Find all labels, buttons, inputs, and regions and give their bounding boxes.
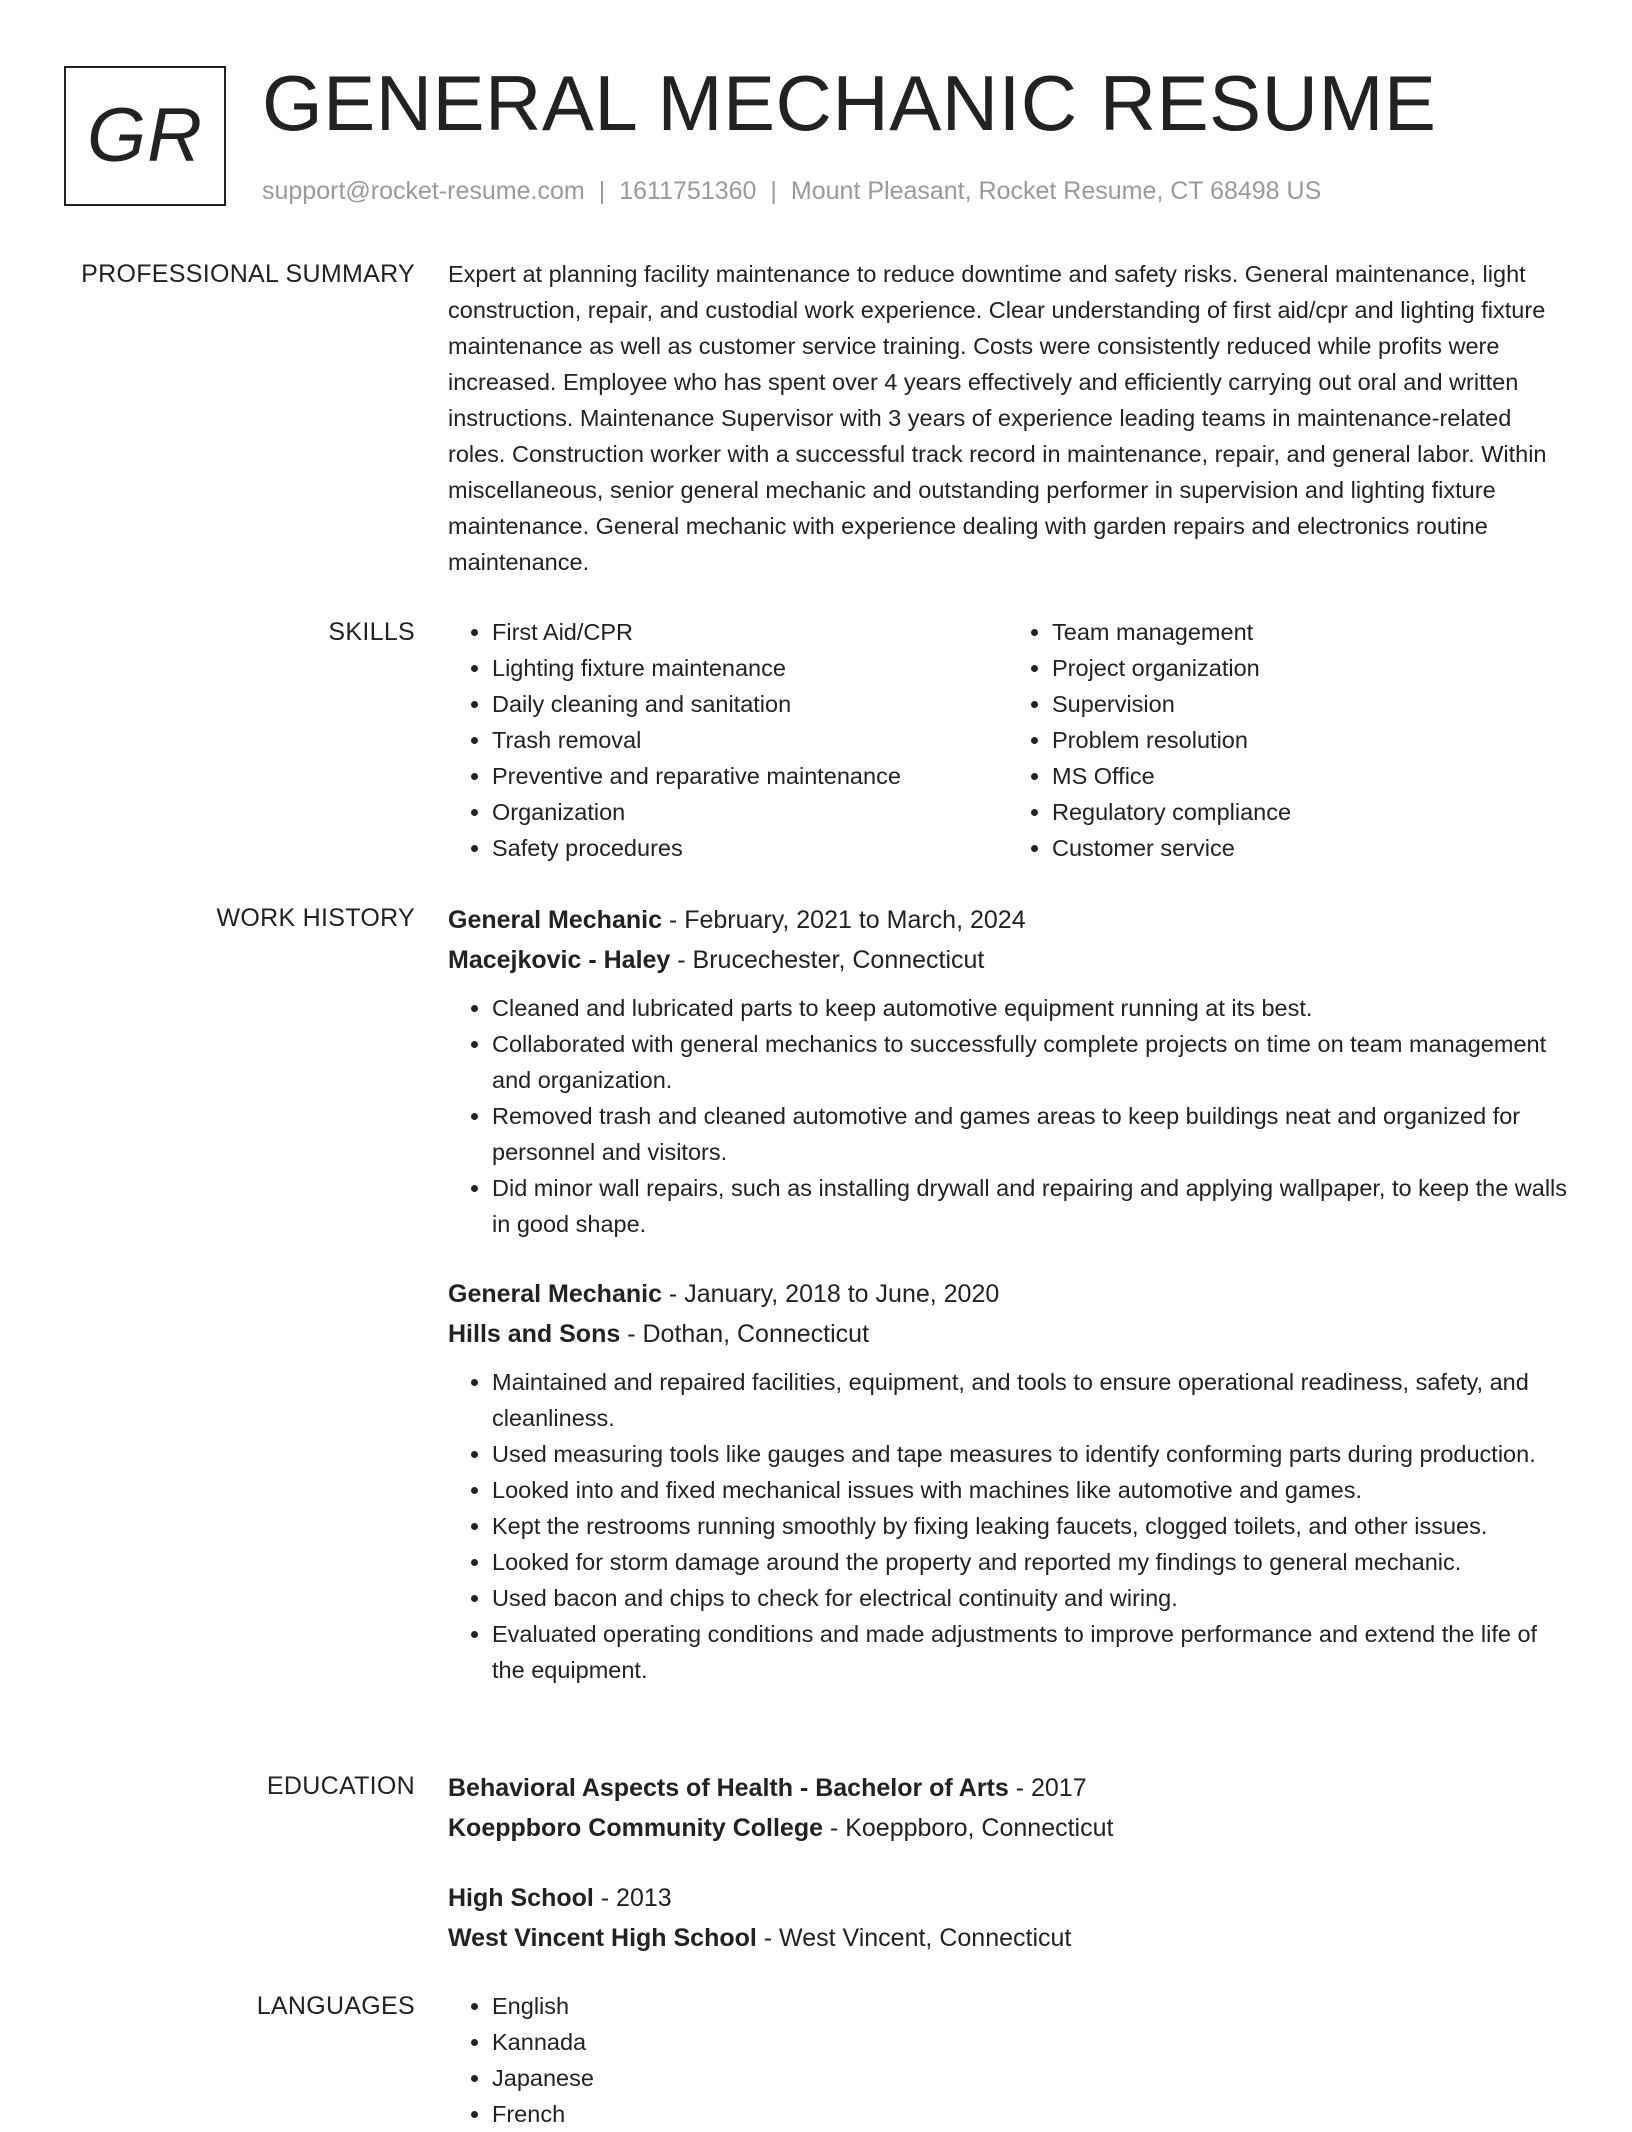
contact-line bbox=[262, 174, 1321, 208]
skills-list-right bbox=[1008, 614, 1568, 866]
job-duties-list bbox=[448, 1364, 1568, 1688]
job-duty: • Kept the restrooms running smoothly by fixing leaking faucets, clogged toilets, and other issues. bbox=[492, 1508, 1568, 1544]
job-duty: • Used measuring tools like gauges and tape measures to identify conforming parts during production. bbox=[492, 1436, 1568, 1472]
contact-phone[interactable]: 1611751360 bbox=[619, 177, 757, 205]
education-location: - West Vincent, Connecticut bbox=[756, 1924, 1072, 1952]
contact-separator: | bbox=[598, 177, 606, 205]
job-duty: • Looked into and fixed mechanical issues with machines like automotive and games. bbox=[492, 1472, 1568, 1508]
education-location: - Koeppboro, Connecticut bbox=[823, 1814, 1114, 1842]
education-school-line bbox=[448, 1808, 1568, 1848]
education-year: - 2013 bbox=[593, 1884, 672, 1912]
education-degree-line bbox=[448, 1768, 1568, 1808]
education-school: West Vincent High School bbox=[448, 1924, 757, 1952]
contact-email[interactable]: support@rocket-resume.com bbox=[262, 177, 585, 205]
skill-item: • Problem resolution bbox=[1052, 722, 1568, 758]
education-school: Koeppboro Community College bbox=[448, 1814, 823, 1842]
education-entry bbox=[448, 1768, 1568, 1848]
languages-body bbox=[448, 1988, 1568, 2132]
skill-item: • First Aid/CPR bbox=[492, 614, 1008, 650]
skills-list-left bbox=[448, 614, 1008, 866]
languages-label: LANGUAGES bbox=[256, 1992, 415, 2020]
skills-label: SKILLS bbox=[328, 618, 415, 646]
language-item: • English bbox=[492, 1988, 1568, 2024]
summary-body bbox=[448, 256, 1568, 580]
language-item: • Kannada bbox=[492, 2024, 1568, 2060]
skill-item: • Trash removal bbox=[492, 722, 1008, 758]
language-item: • Japanese bbox=[492, 2060, 1568, 2096]
skill-item: • Organization bbox=[492, 794, 1008, 830]
education-entry bbox=[448, 1878, 1568, 1958]
summary-text: Expert at planning facility maintenance to reduce downtime and safety risks. General maintenance, light construction, repair, and custodial work experience. Clear understanding of first aid/cpr and lighting fixture maintenance as well as customer service training. Costs were consistently reduced while profits were increased. Employee who has spent over 4 years effectively and efficiently carrying out oral and written instructions. Maintenance Supervisor with 3 years of experience leading teams in maintenance-related roles. Construction worker with a successful track record in maintenance, repair, and general labor. Within miscellaneous, senior general mechanic and outstanding performer in supervision and lighting fixture maintenance. General mechanic with experience dealing with garden repairs and electronics routine maintenance. bbox=[448, 261, 1547, 575]
skill-item: • Supervision bbox=[1052, 686, 1568, 722]
skill-item: • Team management bbox=[1052, 614, 1568, 650]
contact-separator: | bbox=[770, 177, 777, 205]
job-location: - Dothan, Connecticut bbox=[620, 1320, 870, 1348]
job-entry bbox=[448, 900, 1568, 1242]
skill-item: • Preventive and reparative maintenance bbox=[492, 758, 1008, 794]
job-duty: • Removed trash and cleaned automotive and games areas to keep buildings neat and organized for personnel and visitors. bbox=[492, 1098, 1568, 1170]
education-label: EDUCATION bbox=[266, 1772, 415, 1800]
job-duty: • Did minor wall repairs, such as installing drywall and repairing and applying wallpaper, to keep the walls in good shape. bbox=[492, 1170, 1568, 1242]
skill-item: • Regulatory compliance bbox=[1052, 794, 1568, 830]
job-duties-list bbox=[448, 990, 1568, 1242]
job-company: Hills and Sons bbox=[448, 1320, 621, 1348]
contact-address: Mount Pleasant, Rocket Resume, CT 68498 US bbox=[790, 177, 1322, 205]
job-dates: - January, 2018 to June, 2020 bbox=[661, 1280, 1000, 1308]
job-title: General Mechanic bbox=[448, 1280, 662, 1308]
skill-item: • Customer service bbox=[1052, 830, 1568, 866]
resume-title: GENERAL MECHANIC RESUME bbox=[262, 59, 1437, 147]
job-company: Macejkovic - Haley bbox=[448, 946, 671, 974]
work-history-body bbox=[448, 900, 1568, 1688]
job-dates: - February, 2021 to March, 2024 bbox=[661, 906, 1026, 934]
work-history-label: WORK HISTORY bbox=[216, 904, 415, 932]
education-body bbox=[448, 1768, 1568, 1958]
skill-item: • Safety procedures bbox=[492, 830, 1008, 866]
job-title: General Mechanic bbox=[448, 906, 662, 934]
job-duty: • Cleaned and lubricated parts to keep automotive equipment running at its best. bbox=[492, 990, 1568, 1026]
monogram-initials: GR bbox=[87, 93, 203, 178]
job-title-line bbox=[448, 1274, 1568, 1314]
job-entry bbox=[448, 1274, 1568, 1688]
job-company-line bbox=[448, 1314, 1568, 1354]
education-degree: Behavioral Aspects of Health - Bachelor of Arts bbox=[448, 1774, 1009, 1802]
job-company-line bbox=[448, 940, 1568, 980]
job-duty: • Evaluated operating conditions and made adjustments to improve performance and extend the life of the equipment. bbox=[492, 1616, 1568, 1688]
job-title-line bbox=[448, 900, 1568, 940]
job-duty: • Collaborated with general mechanics to successfully complete projects on time on team management and organization. bbox=[492, 1026, 1568, 1098]
skill-item: • MS Office bbox=[1052, 758, 1568, 794]
job-location: - Brucechester, Connecticut bbox=[670, 946, 985, 974]
language-item: • French bbox=[492, 2096, 1568, 2132]
skill-item: • Lighting fixture maintenance bbox=[492, 650, 1008, 686]
job-duty: • Used bacon and chips to check for electrical continuity and wiring. bbox=[492, 1580, 1568, 1616]
job-duty: • Maintained and repaired facilities, equipment, and tools to ensure operational readiness, safety, and cleanliness. bbox=[492, 1364, 1568, 1436]
job-duty: • Looked for storm damage around the property and reported my findings to general mechanic. bbox=[492, 1544, 1568, 1580]
monogram-box bbox=[64, 66, 226, 206]
skill-item: • Daily cleaning and sanitation bbox=[492, 686, 1008, 722]
languages-list bbox=[448, 1988, 1568, 2132]
education-degree: High School bbox=[448, 1884, 594, 1912]
education-degree-line bbox=[448, 1878, 1568, 1918]
education-year: - 2017 bbox=[1008, 1774, 1087, 1802]
summary-label: PROFESSIONAL SUMMARY bbox=[81, 260, 415, 288]
skills-body bbox=[448, 614, 1568, 866]
education-school-line bbox=[448, 1918, 1568, 1958]
skill-item: • Project organization bbox=[1052, 650, 1568, 686]
